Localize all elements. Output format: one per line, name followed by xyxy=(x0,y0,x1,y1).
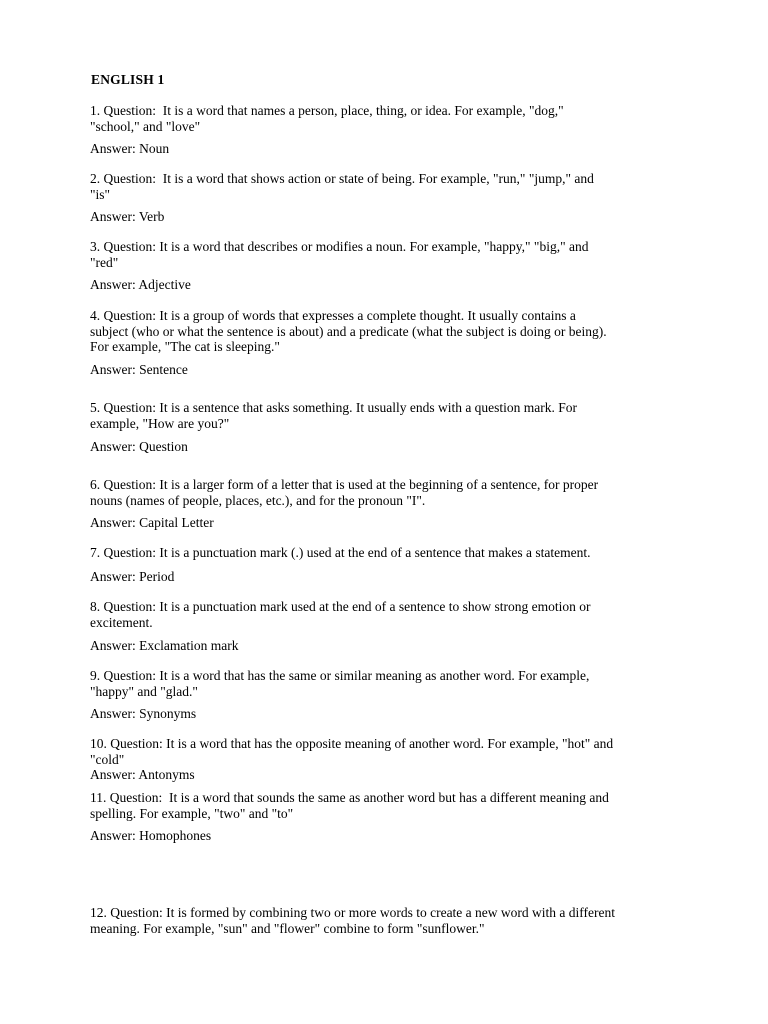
answer-10: Answer: Antonyms xyxy=(90,767,195,782)
question-10: 10. Question: It is a word that has the opposite meaning of another word. For example, "hot" and "cold" xyxy=(90,736,614,767)
answer-11: Answer: Homophones xyxy=(90,828,212,843)
answer-8: Answer: Exclamation mark xyxy=(90,638,239,653)
answer-5: Answer: Question xyxy=(90,439,188,454)
question-9: 9. Question: It is a word that has the same or similar meaning as another word. For example, "happy" and "glad." xyxy=(90,668,590,699)
answer-3: Answer: Adjective xyxy=(90,277,191,292)
question-11: 11. Question: It is a word that sounds the same as another word but has a different meaning and spelling. For example, "two" and "to" xyxy=(90,790,609,821)
answer-9: Answer: Synonyms xyxy=(90,706,197,721)
answer-4: Answer: Sentence xyxy=(90,362,188,377)
question-7: 7. Question: It is a punctuation mark (.) used at the end of a sentence that makes a statement. xyxy=(90,545,591,560)
document-title: ENGLISH 1 xyxy=(91,72,165,87)
question-2: 2. Question: It is a word that shows action or state of being. For example, "run," "jump," and "is" xyxy=(90,171,594,202)
answer-7: Answer: Period xyxy=(90,569,175,584)
answer-6: Answer: Capital Letter xyxy=(90,515,214,530)
answer-2: Answer: Verb xyxy=(90,209,165,224)
question-4: 4. Question: It is a group of words that expresses a complete thought. It usually contains a subject (who or what the sentence is about) and a predicate (what the subject is doing or being). For example, "The cat is sleeping." xyxy=(90,308,607,354)
question-5: 5. Question: It is a sentence that asks something. It usually ends with a question mark. For example, "How are you?" xyxy=(90,400,578,431)
question-3: 3. Question: It is a word that describes or modifies a noun. For example, "happy," "big," and "red" xyxy=(90,239,589,270)
question-1: 1. Question: It is a word that names a person, place, thing, or idea. For example, "dog," "school," and "love" xyxy=(90,103,564,134)
question-6: 6. Question: It is a larger form of a letter that is used at the beginning of a sentence, for proper nouns (names of people, places, etc.), and for the pronoun "I". xyxy=(90,477,599,508)
question-8: 8. Question: It is a punctuation mark used at the end of a sentence to show strong emotion or excitement. xyxy=(90,599,591,630)
answer-1: Answer: Noun xyxy=(90,141,170,156)
question-12: 12. Question: It is formed by combining two or more words to create a new word with a different meaning. For example, "sun" and "flower" combine to form "sunflower." xyxy=(90,905,615,936)
